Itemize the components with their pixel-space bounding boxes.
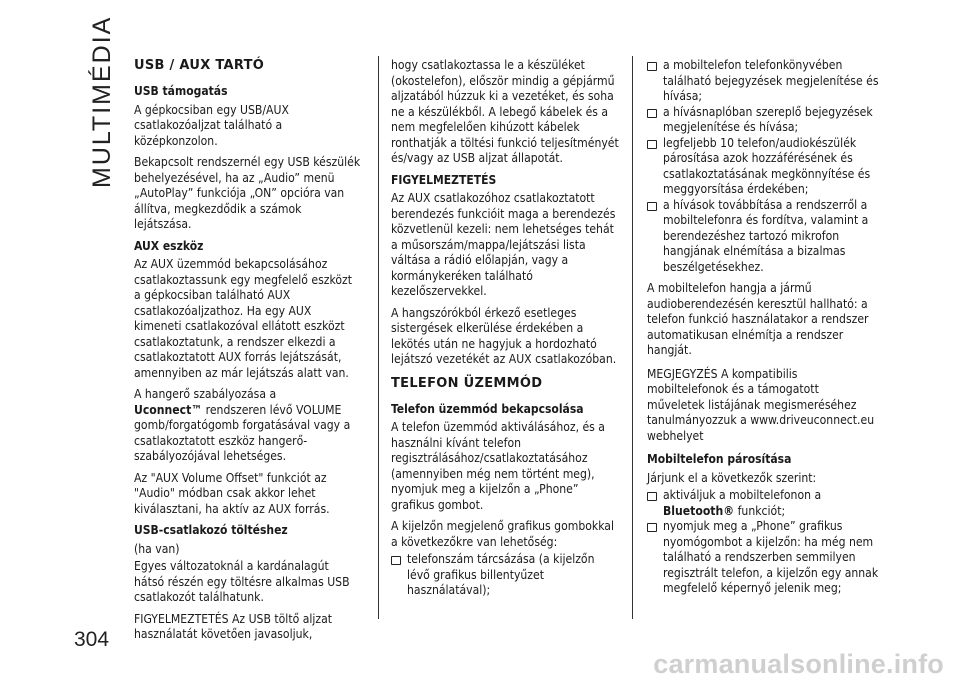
- list-item: [647, 488, 879, 519]
- bullet-text: telefonszám tárcsázása (a kijelzőn lévő grafikus billentyűzet használatával);: [407, 552, 595, 597]
- page-number: 304: [74, 628, 110, 651]
- pairing-heading: Mobiltelefon párosítása: [647, 452, 792, 466]
- usb-warning: FIGYELMEZTETÉS Az USB töltő aljzat használatát követően javasoljuk,: [134, 611, 333, 641]
- watermark: carmanualsonline.info: [653, 649, 944, 679]
- checkbox-bullet-icon: [647, 109, 657, 118]
- list-item: [391, 552, 619, 599]
- list-item: [647, 105, 879, 136]
- aux-paragraph-3: Az "AUX Volume Offset" funkciót az "Audio" módban csak akkor lehet kiválasztani, ha aktív az AUX forrás.: [134, 470, 330, 516]
- mute-paragraph: A mobiltelefon hangja a jármű audioberendezésén keresztül hallható: a telefon funkció használatakor a rendszer automatikusan elnémítja a rendszer hangját.: [647, 281, 869, 357]
- warning-paragraph-2: A hangszórókból érkező esetleges sistergések elkerülése érdekében a lekötés után ne hagyjuk a hordozható lejátszó vezetékét az AUX csatlakozóban.: [391, 305, 617, 366]
- continued-paragraph: hogy csatlakoztassa le a készüléket (okostelefon), először mindig a gépjármű aljzatából húzzuk ki a vezetéket, és soha ne a készülékből. A lebegő kábelek és a nem megfelelően kihúzott kábelek ronthatják a töltési funkció teljesítményét és/vagy az USB aljzat állapotát.: [391, 58, 619, 165]
- phone-mode-heading: Telefon üzemmód bekapcsolása: [391, 401, 584, 416]
- bullet-text-group: [663, 488, 821, 519]
- phone-paragraph-2: A kijelzőn megjelenő grafikus gombokkal a következőkre van lehetőség:: [391, 519, 614, 549]
- usb-paragraph-2: Bekapcsolt rendszernél egy USB készülék behelyezésével, ha az „Audio” menü „AutoPlay” funkciója „ON” opcióra van állítva, megkezdődik a számok lejátszása.: [134, 155, 361, 231]
- pair-bullet-1-post: funkciót;: [737, 503, 786, 518]
- aux-p2-pre: A hangerő szabályozása a: [134, 387, 277, 401]
- list-item: [647, 198, 879, 276]
- list-item: [647, 136, 879, 198]
- warning-heading: FIGYELMEZTETÉS: [391, 172, 497, 187]
- phone-paragraph-1: A telefon üzemmód aktiválásához, és a használni kívánt telefon regisztrálásához/csatlakoztatásához (amennyiben még nem történt meg), nyomjuk meg a kijelzőn a „Phone” grafikus gombot.: [391, 420, 605, 512]
- bullet-text: legfeljebb 10 telefon/audiokészülék párosítása azok hozzáférésének és csatlakoztatásának megkönnyítése és meggyorsítása érdekében;: [663, 135, 871, 196]
- usb-aux-title: USB / AUX TARTÓ: [134, 58, 265, 73]
- column-3: [647, 58, 879, 597]
- column-2: [391, 58, 619, 599]
- charger-paragraph-1: (ha van): [134, 541, 180, 556]
- bullet-text: a hívásnaplóban szereplő bejegyzések megjelenítése és hívása;: [663, 104, 873, 134]
- column-divider-1: [378, 56, 379, 619]
- aux-heading: AUX eszköz: [134, 238, 204, 253]
- phone-mode-title: TELEFON ÜZEMMÓD: [391, 375, 543, 391]
- aux-paragraph-1: Az AUX üzemmód bekapcsolásához csatlakoztassunk egy megfelelő eszközt a gépkocsiban található AUX csatlakozóaljzathoz. Ha egy AUX kimeneti csatlakozóval ellátott eszközt csatlakoztatunk, a rendszer elkezdi a csatlakoztatott AUX forrás lejátszását, amennyiben az már lejátszás alatt van.: [134, 257, 352, 380]
- checkbox-bullet-icon: [647, 492, 657, 501]
- uconnect-brand: Uconnect™: [134, 402, 203, 417]
- checkbox-bullet-icon: [647, 202, 657, 211]
- list-item: [647, 519, 879, 597]
- bullet-text: a hívások továbbítása a rendszerről a mobiltelefonra és fordítva, valamint a berendezéshez tartozó mikrofon hangjának elnémítása a bizalmas beszélgetésekhez.: [663, 197, 869, 274]
- charger-paragraph-2: Egyes változatoknál a kardánalagút hátsó részén egy töltésre alkalmas USB csatlakozót találhatunk.: [134, 559, 350, 604]
- charger-heading: USB-csatlakozó töltéshez: [134, 523, 288, 537]
- bluetooth-brand: Bluetooth®: [663, 503, 735, 518]
- warning-paragraph-1: Az AUX csatlakozóhoz csatlakoztatott berendezés funkcióit maga a berendezés közvetlenül kezeli: nem lehetséges tehát a műsorszám/mappa/lejátszási lista váltása a rádió előlapján, vagy a kormánykeréken található kezelőszervekkel.: [391, 191, 616, 298]
- checkbox-bullet-icon: [647, 523, 657, 532]
- list-item: [647, 58, 879, 105]
- usb-heading: USB támogatás: [134, 84, 228, 98]
- note-paragraph: MEGJEGYZÉS A kompatibilis mobiltelefonok és a támogatott műveletek listájának megismeréséhez tanulmányozzuk a www.driveuconnect.eu webhelyet: [647, 366, 875, 443]
- usb-paragraph-1: A gépkocsiban egy USB/AUX csatlakozóaljzat található a középkonzolon.: [134, 102, 289, 148]
- bullet-text: a mobiltelefon telefonkönyvében található bejegyzések megjelenítése és hívása;: [663, 58, 879, 103]
- checkbox-bullet-icon: [647, 62, 657, 71]
- column-1: [134, 58, 362, 649]
- aux-paragraph-2: [134, 387, 362, 465]
- section-title-vertical: MULTIMÉDIA: [88, 15, 116, 188]
- pairing-paragraph-1: Járjunk el a következők szerint:: [647, 470, 817, 485]
- checkbox-bullet-icon: [391, 556, 401, 565]
- column-divider-2: [632, 56, 633, 619]
- pair-bullet-1-pre: aktiváljuk a mobiltelefonon a: [663, 488, 822, 502]
- checkbox-bullet-icon: [647, 140, 657, 149]
- bullet-text: nyomjuk meg a „Phone” grafikus nyomógombot a kijelzőn: ha még nem található a rendszerben semmilyen regisztrált telefon, a kijelzőn egy annak megfelelő képernyő jelenik meg;: [663, 519, 879, 595]
- aux-p2-post: rendszeren lévő VOLUME gomb/forgatógomb forgatásával vagy a csatlakoztatott eszköz hangerő-szabályozójával lehetséges.: [134, 402, 351, 463]
